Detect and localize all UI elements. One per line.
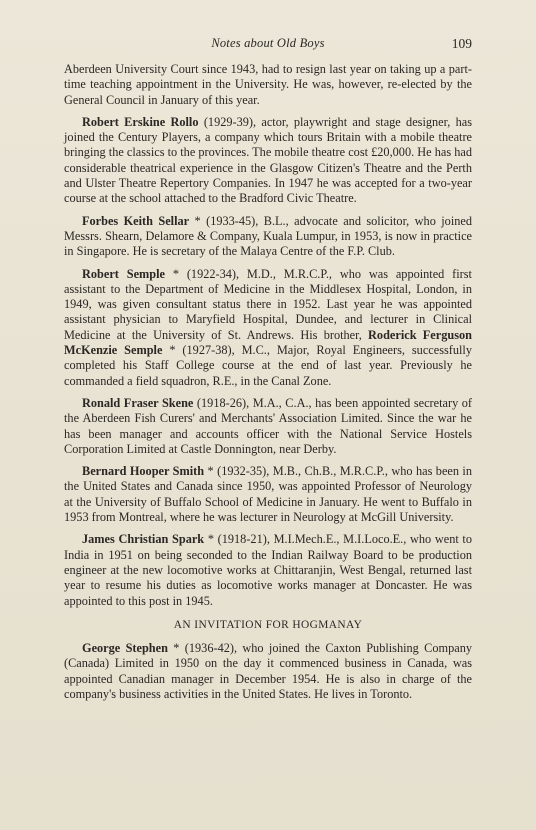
page-header bbox=[64, 36, 472, 56]
entry-sellar bbox=[64, 214, 472, 260]
paragraph-text: Aberdeen University Court since 1943, had to resign last year on taking up a part-time teaching appointment in the University. He was, however, re-elected by the General Council in January of this year. bbox=[64, 62, 472, 107]
entry-text-continued: * (1927-38), M.C., Major, Royal Engineers, successfully completed his Staff College course at the end of last year. Previously he commanded a field squadron, R.E., in the Canal Zone. bbox=[64, 343, 472, 388]
section-heading: AN INVITATION FOR HOGMANAY bbox=[173, 618, 363, 631]
person-name: Ronald Fraser Skene bbox=[82, 395, 194, 410]
person-name: Bernard Hooper Smith bbox=[82, 464, 205, 479]
entry-text: * (1932-35), M.B., Ch.B., M.R.C.P., who has been in the United States and Canada since 1950, was appointed Professor of Neurology at the University of Buffalo School of Medicine in January. He went to Buffalo in 1953 from Montreal, where he was lecturer in Neurology at McGill University. bbox=[64, 464, 472, 525]
entry-rollo bbox=[64, 115, 472, 207]
entry-text: (1929-39), actor, playwright and stage designer, has joined the Century Players, a company which tours Britain with a mobile theatre bringing the classics to the provinces. The mobile theatre cost £20,000. He has had considerable theatrical experience in the Glasgow Citizen's Theatre and the Perth and Ulster Theatre Repertory Companies. In 1947 he was accepted for a two-year course at the school attached to the Bradford Civic Theatre. bbox=[64, 114, 473, 206]
person-name: Robert Semple bbox=[82, 266, 165, 281]
entry-semple bbox=[64, 267, 472, 389]
entry-skene bbox=[64, 396, 472, 457]
page-number: 109 bbox=[451, 36, 472, 51]
entry-text: (1918-26), M.A., C.A., has been appointed secretary of the Aberdeen Fish Curers' and Merchants' Association Limited. Since the war he has been manager and accounts officer with the National Service Hostels Corporation Limited at Castle Donnington, near Derby. bbox=[64, 395, 472, 456]
person-name: Robert Erskine Rollo bbox=[82, 114, 199, 129]
entry-text: * (1922-34), M.D., M.R.C.P., who was appointed first assistant to the Department of Medicine in the Middlesex Hospital, London, in 1949, was given consultant status there in 1952. Last year he was appointed assistant physician to Maryfield Hospital, Dundee, and lecturer in Clinical Medicine at the University of St. Andrews. His brother, bbox=[64, 266, 472, 342]
entry-smith bbox=[64, 464, 472, 525]
person-name: James Christian Spark bbox=[82, 532, 205, 547]
entry-text: * (1936-42), who joined the Caxton Publishing Company (Canada) Limited in 1950 on the day it commenced business in Canada, was appointed Canadian manager in December 1954. He is also in charge of the company's business activities in the United States. He lives in Toronto. bbox=[64, 641, 472, 701]
entry-text: * (1933-45), B.L., advocate and solicitor, who joined Messrs. Shearn, Delamore & Company, Kuala Lumpur, in 1953, is now in practice in Singapore. He is secretary of the Malaya Centre of the F.P. Club. bbox=[64, 213, 472, 259]
page-body bbox=[64, 62, 472, 709]
person-name: Forbes Keith Sellar bbox=[82, 213, 190, 228]
entry-stephen bbox=[64, 641, 472, 702]
entry-spark bbox=[64, 532, 472, 608]
paragraph-continuation bbox=[64, 62, 472, 108]
person-name-brother: Roderick Ferguson McKenzie Semple bbox=[64, 327, 472, 358]
entry-text: * (1918-21), M.I.Mech.E., M.I.Loco.E., who went to India in 1951 on being seconded to the Indian Railway Board to be production engineer at the new locomotive works at Chittaranjin, West Bengal, returned last year to resume his duties as locomotive works manager at Doncaster. He was appointed to this post in 1945. bbox=[64, 532, 472, 608]
person-name: George Stephen bbox=[82, 641, 168, 656]
running-title: Notes about Old Boys bbox=[211, 36, 325, 50]
